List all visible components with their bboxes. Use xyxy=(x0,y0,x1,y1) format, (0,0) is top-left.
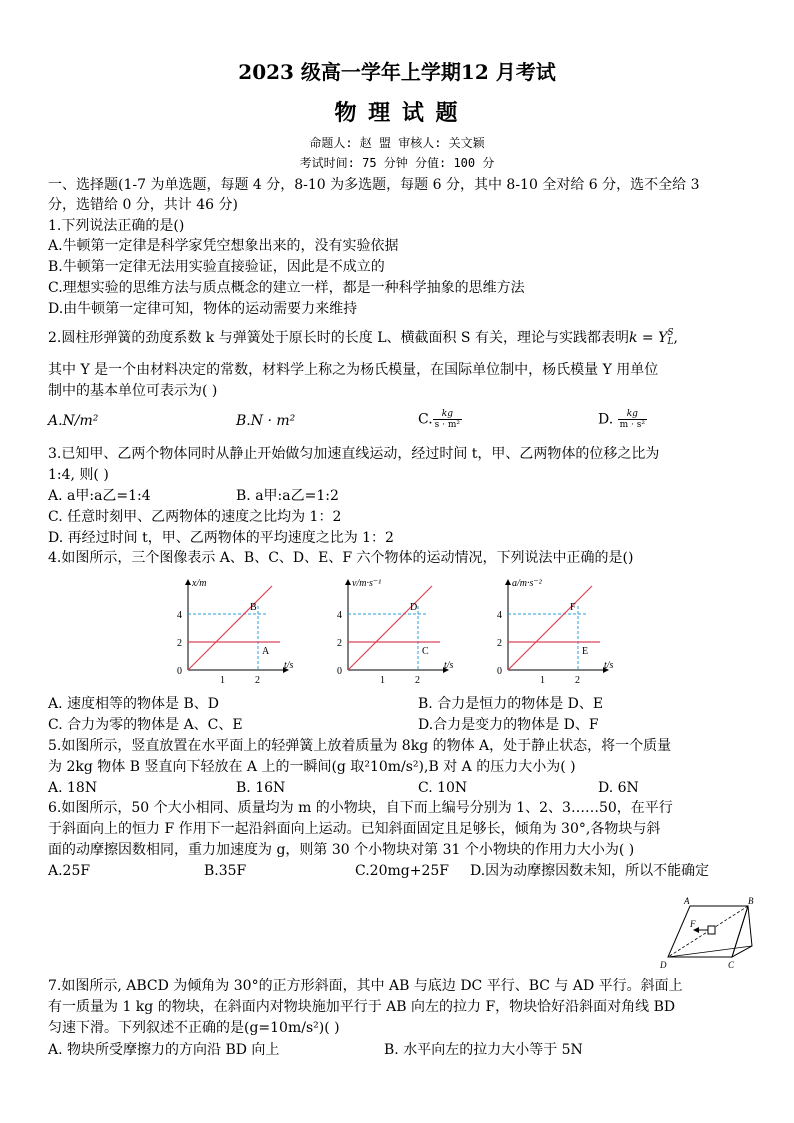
q6-option-b: B.35F xyxy=(204,863,247,879)
sloped-line xyxy=(348,586,432,670)
q7-line3: 匀速下滑。下列叙述不正确的是(g=10m/s²)( ) xyxy=(48,1020,340,1036)
q2-option-d-label: D. xyxy=(598,411,614,428)
q1-option-d: D.由牛顿第一定律可知，物体的运动需要力来维持 xyxy=(48,301,358,317)
q4-stem: 4.如图所示，三个图像表示 A、B、C、D、E、F 六个物体的运动情况，下列说法中正确的是() xyxy=(48,550,634,566)
q3-option-d: D. 再经过时间 t，甲、乙两物体的平均速度之比为 1：2 xyxy=(48,530,394,546)
q2-option-d-fraction xyxy=(618,409,647,430)
q1-option-a: A.牛顿第一定律是科学家凭空想象出来的，没有实验依据 xyxy=(48,238,399,254)
q4-option-c: C. 合力为零的物体是 A、C、E xyxy=(48,717,243,733)
q4-graph-3 xyxy=(497,578,614,686)
q5-option-d: D. 6N xyxy=(598,780,639,796)
section-heading-line2: 分，选错给 0 分，共计 46 分) xyxy=(48,197,238,213)
point-label-upper: D xyxy=(410,602,418,613)
q6-line1: 6.如图所示，50 个大小相同、质量均为 m 的小物块，自下而上编号分别为 1、2、3……50，在平行 xyxy=(48,800,673,816)
section-heading-line1: 一、选择题(1-7 为单选题，每题 4 分，8-10 为多选题，每题 6 分，其中 8-10 全对给 6 分，选不全给 3 xyxy=(48,177,700,193)
q2-option-d-den: m · s² xyxy=(619,420,645,430)
authors-line: 命题人: 赵 盟 审核人: 关文颖 xyxy=(309,136,485,150)
y-axis-label: v/m·s⁻¹ xyxy=(352,578,382,589)
q2-formula: k = Y xyxy=(628,330,668,346)
tick-x-2: 2 xyxy=(255,675,260,686)
q7-option-b: B. 水平向左的拉力大小等于 5N xyxy=(384,1042,583,1058)
y-axis-label: x/m xyxy=(192,578,207,589)
sloped-line xyxy=(508,586,592,670)
tick-x-1: 1 xyxy=(380,675,385,686)
incline-figure xyxy=(654,894,758,974)
sloped-line xyxy=(188,586,272,670)
q5-option-a: A. 18N xyxy=(48,780,98,796)
q4-graph-1 xyxy=(177,578,294,686)
label-f: F xyxy=(690,919,696,929)
q2-option-d-num: kg xyxy=(618,409,647,420)
subject-title: 物 理 试 题 xyxy=(334,100,460,126)
q3-line2: 1:4, 则( ) xyxy=(48,467,109,483)
q4-option-b: B. 合力是恒力的物体是 D、E xyxy=(418,696,604,712)
q7-option-a: A. 物块所受摩擦力的方向沿 BD 向上 xyxy=(48,1042,280,1058)
tick-y-2: 2 xyxy=(497,638,502,649)
label-d: D xyxy=(660,960,667,970)
tick-x-1: 1 xyxy=(220,675,225,686)
q2-option-c-den: s · m² xyxy=(434,420,461,430)
q2-line1: 2.圆柱形弹簧的劲度系数 k 与弹簧处于原长时的长度 L、横截面积 S 有关，理论与实践都表明k = Y S L , xyxy=(48,328,678,347)
q5-line2: 为 2kg 物体 B 竖直向下轻放在 A 上的一瞬间(g 取²10m/s²),B 对 A 的压力大小为( ) xyxy=(48,759,576,775)
q4-option-a: A. 速度相等的物体是 B、D xyxy=(48,696,219,712)
incline-side xyxy=(732,906,752,957)
q3-option-a: A. a甲:a乙=1:4 xyxy=(48,488,151,504)
q1-option-c: C.理想实验的思维方法与质点概念的建立一样，都是一种科学抽象的思维方法 xyxy=(48,280,525,296)
q5-option-c: C. 10N xyxy=(418,780,468,796)
x-axis-label: t/s xyxy=(444,660,454,671)
tick-y-4: 4 xyxy=(177,610,182,621)
q1-stem: 1.下列说法正确的是() xyxy=(48,218,185,234)
tick-x-1: 1 xyxy=(540,675,545,686)
x-axis-label: t/s xyxy=(604,660,614,671)
q4-option-d: D.合力是变力的物体是 D、F xyxy=(418,717,599,733)
point-label-lower: E xyxy=(582,646,589,657)
point-label-lower: A xyxy=(262,646,270,657)
q4-graphs-figure xyxy=(160,574,640,688)
label-b: B xyxy=(748,896,754,906)
q4-graph-2 xyxy=(337,578,454,686)
block xyxy=(708,926,715,934)
point-label-lower: C xyxy=(422,646,429,657)
q2-formula-fraction xyxy=(667,329,673,347)
time-line: 考试时间: 75 分钟 分值: 100 分 xyxy=(299,156,495,170)
q3-line1: 3.已知甲、乙两个物体同时从静止开始做匀加速直线运动，经过时间 t，甲、乙两物体的位移之比为 xyxy=(48,446,660,462)
tick-x-2: 2 xyxy=(575,675,580,686)
label-c: C xyxy=(728,960,735,970)
q2-option-c-fraction xyxy=(433,409,462,430)
q2-option-c-label: C. xyxy=(418,411,433,428)
q2-line2: 其中 Y 是一个由材料决定的常数，材料学上称之为杨氏模量，在国际单位制中，杨氏模量 Y 用单位 xyxy=(48,362,659,378)
tick-y-2: 2 xyxy=(337,638,342,649)
label-a: A xyxy=(684,896,690,906)
incline-base xyxy=(668,946,752,957)
q2-formula-sub: L xyxy=(667,337,674,347)
q6-option-d: D.因为动摩擦因数未知，所以不能确定 xyxy=(470,863,710,879)
q6-option-c: C.20mg+25F xyxy=(355,863,449,879)
q2-line3: 制中的基本单位可表示为( ) xyxy=(48,383,218,399)
q2-option-c xyxy=(418,409,462,430)
q2-option-d xyxy=(598,409,647,430)
q3-option-c: C. 任意时刻甲、乙两物体的速度之比均为 1：2 xyxy=(48,509,342,525)
q2-option-b: B.N · m² xyxy=(236,413,296,429)
exam-title: 2023 级高一学年上学期12 月考试 xyxy=(238,60,556,84)
q7-line2: 有一质量为 1 kg 的物块，在斜面内对物块施加平行于 AB 向左的拉力 F，物块恰好沿斜面对角线 BD xyxy=(48,999,676,1015)
tick-x-2: 2 xyxy=(415,675,420,686)
q2-option-c-num: kg xyxy=(433,409,462,420)
q5-line1: 5.如图所示，竖直放置在水平面上的轻弹簧上放着质量为 8kg 的物体 A，处于静止状态，将一个质量 xyxy=(48,738,672,754)
q2-option-a: A.N/m² xyxy=(48,413,99,429)
q7-line1: 7.如图所示, ABCD 为倾角为 30°的正方形斜面，其中 AB 与底边 DC 平行、BC 与 AD 平行。斜面上 xyxy=(48,978,683,994)
q6-line2: 于斜面向上的恒力 F 作用下一起沿斜面向上运动。已知斜面固定且足够长，倾角为 30°,各物块与斜 xyxy=(48,821,661,837)
y-axis-label: a/m·s⁻² xyxy=(512,578,542,589)
tick-origin: 0 xyxy=(177,666,182,677)
point-label-upper: F xyxy=(570,602,576,613)
tick-y-2: 2 xyxy=(177,638,182,649)
tick-y-4: 4 xyxy=(497,610,502,621)
q3-option-b: B. a甲:a乙=1:2 xyxy=(236,488,339,504)
q6-option-a: A.25F xyxy=(48,863,91,879)
q5-option-b: B. 16N xyxy=(236,780,286,796)
point-label-upper: B xyxy=(250,602,257,613)
q6-line3: 面的动摩擦因数相同，重力加速度为 g，则第 30 个小物块对第 31 个小物块的作用力大小为( ) xyxy=(48,842,635,858)
x-axis-label: t/s xyxy=(284,660,294,671)
q1-option-b: B.牛顿第一定律无法用实验直接验证，因此是不成立的 xyxy=(48,259,385,275)
q2-text: 2.圆柱形弹簧的劲度系数 k 与弹簧处于原长时的长度 L、横截面积 S 有关，理论与实践都表明 xyxy=(48,330,629,346)
q2-formula-sup: S xyxy=(667,328,674,338)
tick-origin: 0 xyxy=(337,666,342,677)
tick-origin: 0 xyxy=(497,666,502,677)
tick-y-4: 4 xyxy=(337,610,342,621)
